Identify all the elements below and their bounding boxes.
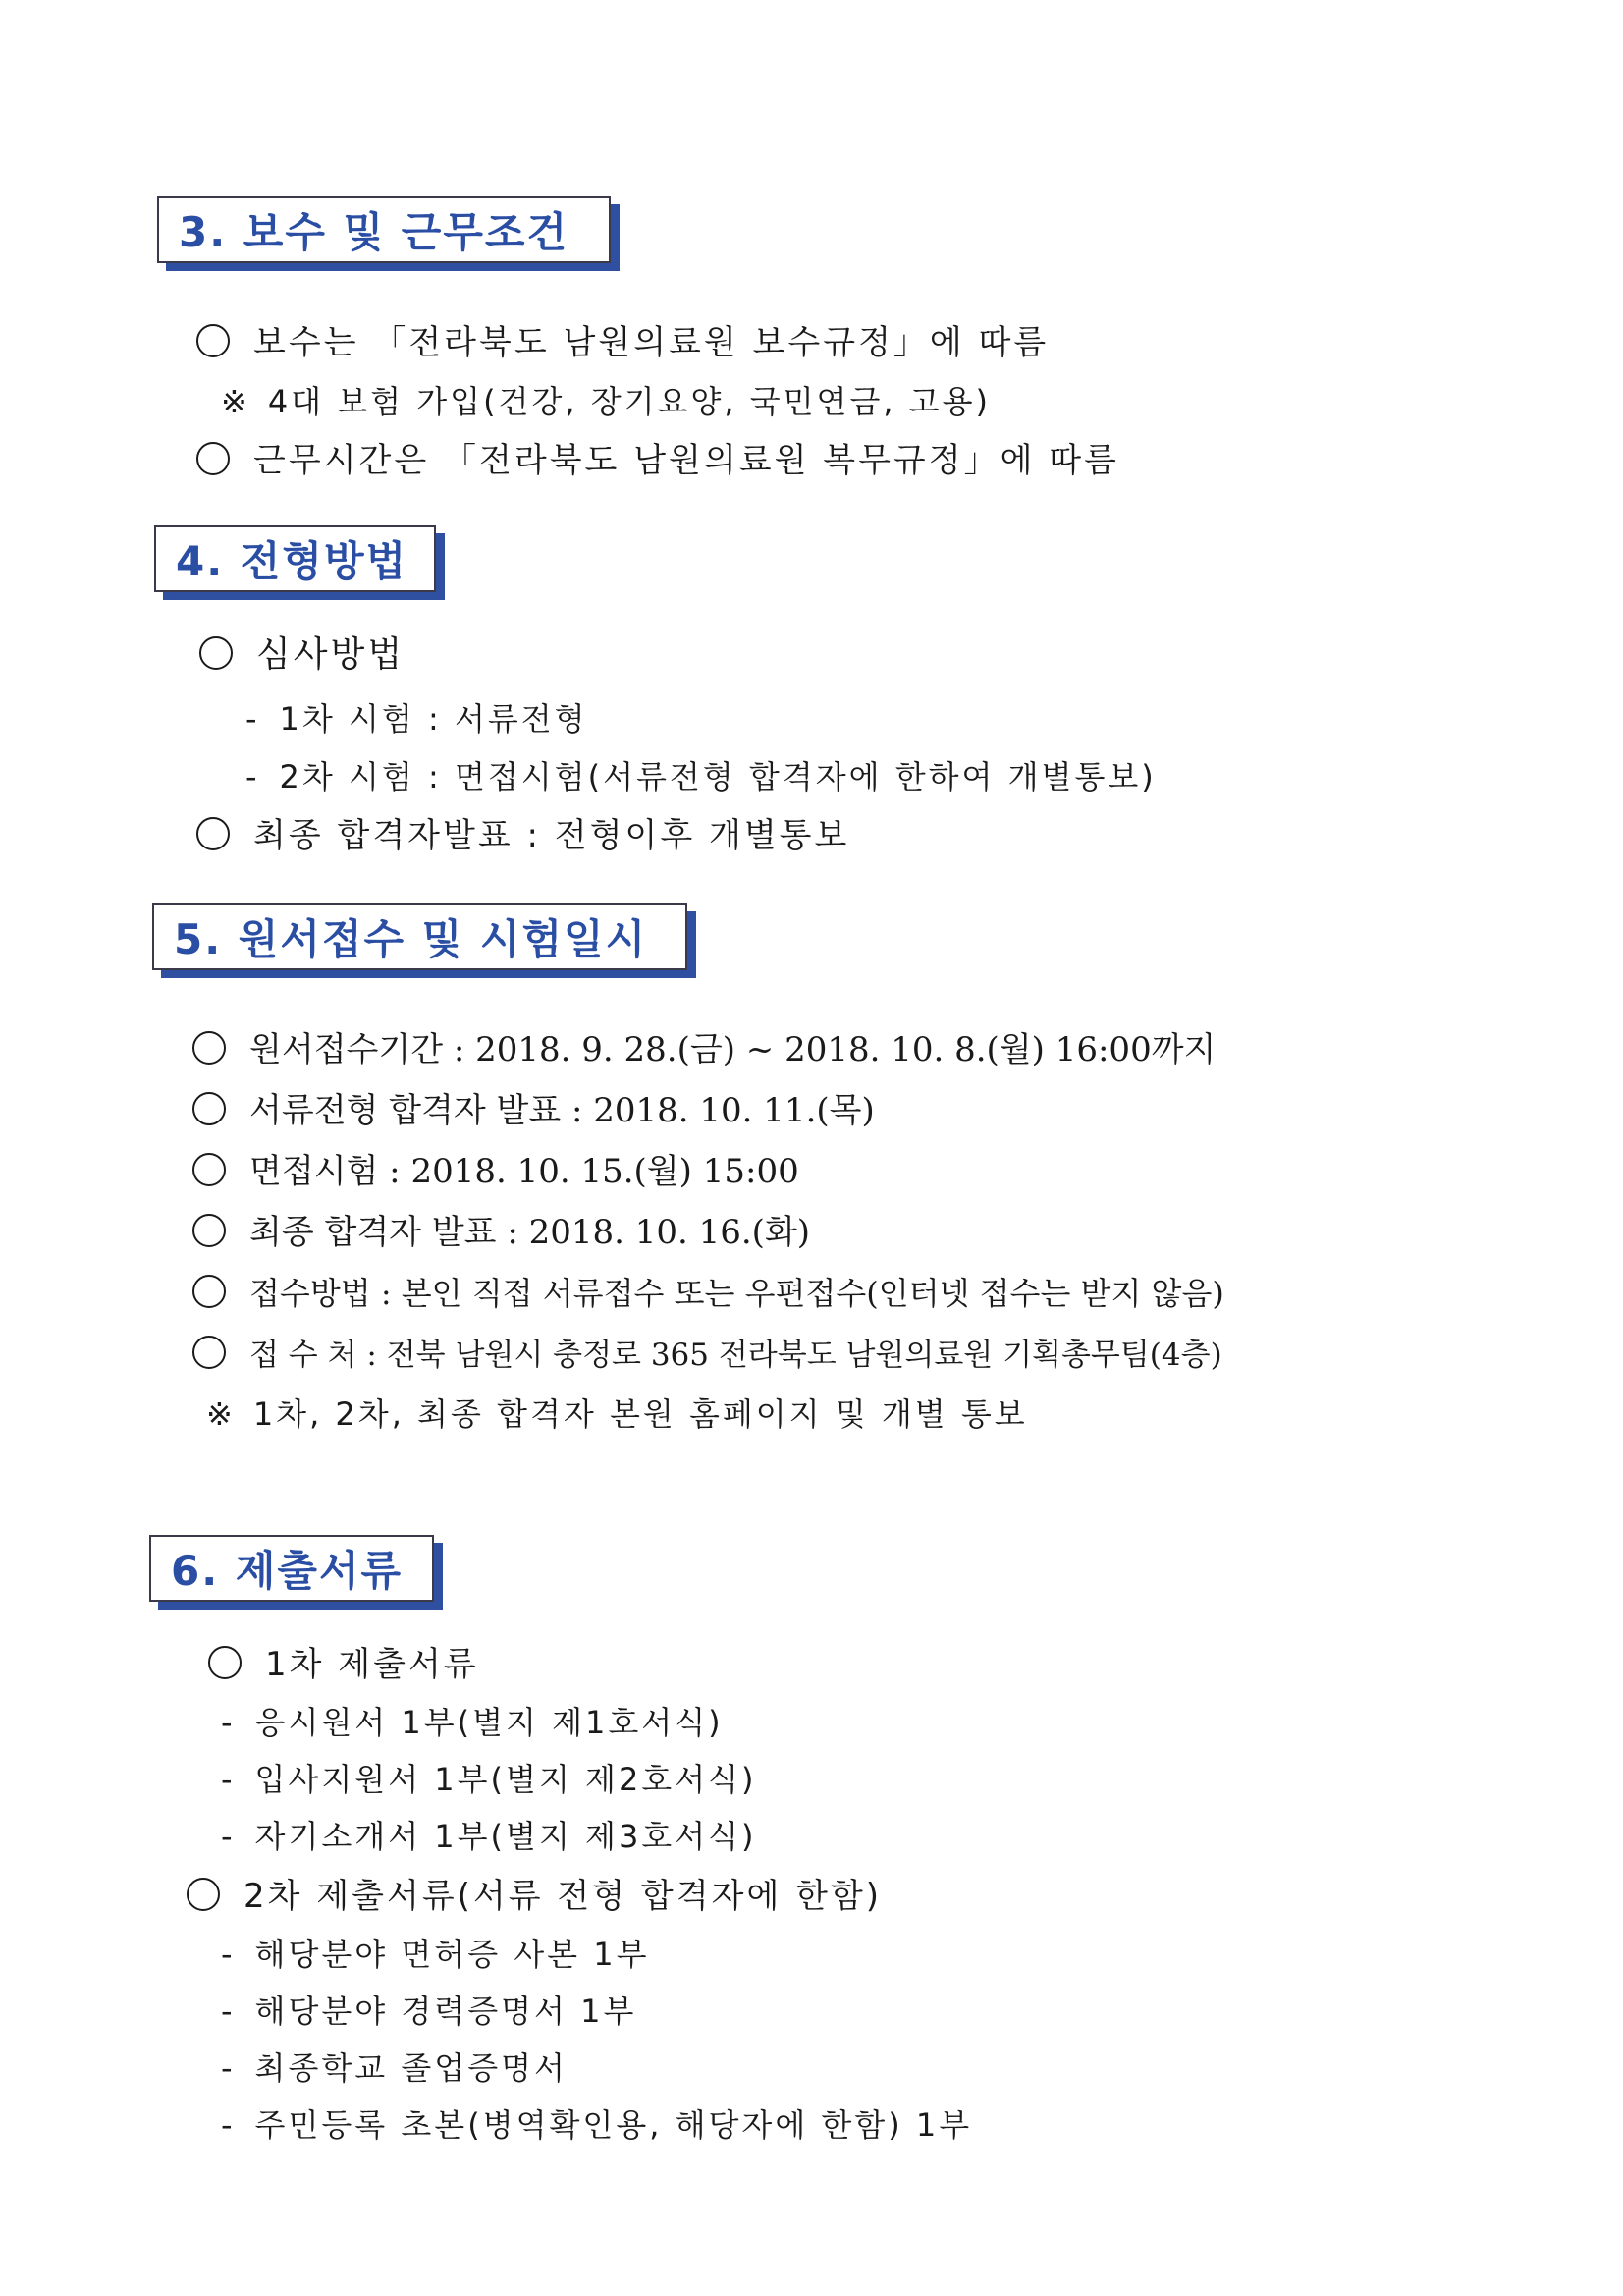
circle-bullet-icon [187, 1878, 220, 1911]
section-5-line-4: 최종 합격자 발표 : 2018. 10. 16.(화) [192, 1214, 810, 1249]
section-3-line-1: 보수는 「전라북도 남원의료원 보수규정」에 따름 [196, 324, 1049, 359]
section-3-note: ※ 4대 보험 가입(건강, 장기요양, 국민연금, 고용) [221, 383, 992, 420]
section-6-sub-6: - 최종학교 졸업증명서 [221, 2050, 568, 2087]
section-4-sub-2: - 2차 시험 : 면접시험(서류전형 합격자에 한하여 개별통보) [245, 758, 1157, 795]
circle-bullet-icon [192, 1275, 226, 1308]
circle-bullet-icon [196, 442, 230, 475]
section-6-line-2: 2차 제출서류(서류 전형 합격자에 한함) [187, 1878, 882, 1913]
section-6-sub-5: - 해당분야 경력증명서 1부 [221, 1993, 637, 2030]
circle-bullet-icon [208, 1646, 242, 1679]
section-3-line-2: 근무시간은 「전라북도 남원의료원 복무규정」에 따름 [196, 442, 1119, 477]
circle-bullet-icon [192, 1214, 226, 1247]
section-4-sub-1: - 1차 시험 : 서류전형 [245, 700, 588, 738]
section-4-line-2: 최종 합격자발표 : 전형이후 개별통보 [196, 817, 849, 852]
section-5-line-1: 원서접수기간 : 2018. 9. 28.(금) ~ 2018. 10. 8.(월) 16:00까지 [192, 1031, 1216, 1066]
section-4-heading [154, 525, 436, 592]
section-4-line-1: 심사방법 [199, 636, 405, 673]
circle-bullet-icon [192, 1336, 226, 1369]
section-3-heading [157, 196, 611, 263]
circle-bullet-icon [196, 324, 230, 357]
section-5-title: 5. 원서접수 및 시험일시 [174, 915, 648, 963]
section-6-sub-3: - 자기소개서 1부(별지 제3호서식) [221, 1818, 757, 1855]
section-5-heading [152, 903, 687, 970]
circle-bullet-icon [192, 1092, 226, 1125]
section-5-line-5: 접수방법 : 본인 직접 서류접수 또는 우편접수(인터넷 접수는 받지 않음) [192, 1275, 1224, 1309]
circle-bullet-icon [196, 817, 230, 850]
section-4-title: 4. 전형방법 [176, 537, 408, 585]
section-6-sub-4: - 해당분야 면허증 사본 1부 [221, 1936, 650, 1973]
section-5-line-2: 서류전형 합격자 발표 : 2018. 10. 11.(목) [192, 1092, 875, 1127]
section-6-title: 6. 제출서류 [171, 1547, 404, 1595]
circle-bullet-icon [192, 1153, 226, 1186]
circle-bullet-icon [199, 636, 233, 670]
section-6-line-1: 1차 제출서류 [208, 1646, 479, 1681]
circle-bullet-icon [192, 1031, 226, 1065]
section-6-sub-2: - 입사지원서 1부(별지 제2호서식) [221, 1761, 757, 1798]
section-5-line-3: 면접시험 : 2018. 10. 15.(월) 15:00 [192, 1153, 799, 1188]
section-6-sub-1: - 응시원서 1부(별지 제1호서식) [221, 1704, 724, 1741]
section-5-note: ※ 1차, 2차, 최종 합격자 본원 홈페이지 및 개별 통보 [206, 1395, 1028, 1433]
section-6-sub-7: - 주민등록 초본(병역확인용, 해당자에 한함) 1부 [221, 2106, 973, 2144]
section-6-heading [149, 1535, 434, 1602]
section-5-line-6: 접 수 처 : 전북 남원시 충정로 365 전라북도 남원의료원 기획총무팀(4층) [192, 1336, 1222, 1371]
section-3-title: 3. 보수 및 근무조건 [179, 208, 569, 256]
